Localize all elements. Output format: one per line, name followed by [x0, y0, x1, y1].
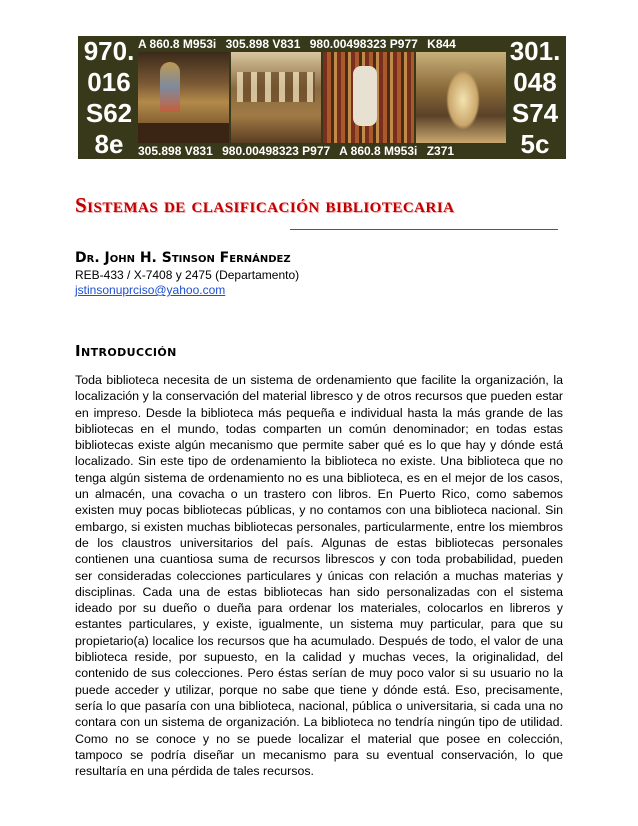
call-number: 305.898 V831 [138, 144, 213, 158]
top-call-number-strip [138, 37, 506, 51]
section-heading: Introducción [75, 342, 177, 360]
call-number-line: 8e [94, 128, 124, 159]
right-call-number [504, 36, 566, 159]
title-divider [290, 229, 558, 230]
bottom-call-number-strip [138, 144, 506, 158]
call-number: 980.00498323 P977 [222, 144, 331, 158]
call-number-line: 5c [520, 128, 550, 159]
left-call-number [78, 36, 140, 159]
call-number-line: S62 [85, 97, 133, 128]
call-number: Z371 [426, 144, 455, 158]
library-photo [231, 52, 322, 143]
call-number-line: S74 [511, 97, 559, 128]
library-photo [323, 52, 414, 143]
body-paragraph: Toda biblioteca necesita de un sistema de ordenamiento que facilite la organización, la localización y la conservación del material libresco y de otros recursos que pueden estar en impreso. Desde la biblioteca más pequeña e individual hasta la más grande de las bibliotecas en el mundo, todas comparten un común denominador; en todas estas bibliotecas existe algún mecanismo que permite saber qué es lo que hay y dónde está localizado. Sin este tipo de ordenamiento la biblioteca no existe. Una biblioteca que no tenga algún sistema de ordenamiento no es una biblioteca, es en el mejor de los casos, un almacén, una covacha o un trastero con libros. En Puerto Rico, como sabemos existen muy pocas bibliotecas públicas, y no contamos con una biblioteca nacional. Sin embargo, si existen muchas bibliotecas personales, particularmente, entre los miembros de los claustros universitarios del país. Algunas de estas bibliotecas personales contienen una cuantiosa suma de recursos librescos y con toda probabilidad, pueden ser consideradas colecciones particulares y únicas con relación a muchas materias y disciplinas. Cada una de estas bibliotecas han sido personalizadas con el sistema ideado por su dueño o dueña para ordenar los materiales, colocarlos en libreros y estantes particulares, y existe, igualmente, un sistema muy particular, para que su propietario(a) localice los recursos que ha acumulado. Después de todo, el valor de una biblioteca reside, por supuesto, en la calidad y muchas veces, la originalidad, del contenido de sus colecciones. Pero éstas serían de muy poco valor si su usuario no la puede acceder y utilizar, porque no sabe que tiene y dónde está. Eso, precisamente, sería lo que pasaría con una biblioteca, nacional, pública o universitaria, si cada una no contara con un sistema de organización. La biblioteca no tendría ningún tipo de utilidad. Como no se conoce y no se puede localizar el material que posee en colección, tampoco se podría diseñar un mecanismo para su eventual conservación, lo que resultaría en una pérdida de tales recursos. [75, 373, 563, 779]
library-photos [138, 52, 506, 143]
author-name: Dr. John H. Stinson Fernández [75, 250, 291, 266]
document-title: Sistemas de clasificación bibliotecaria [75, 193, 455, 217]
library-photo [416, 52, 507, 143]
call-number-line: 301. [509, 36, 561, 67]
call-number-line: 970. [83, 36, 135, 67]
library-photo [138, 52, 229, 143]
header-banner [78, 36, 566, 159]
author-email-link[interactable]: jstinsonuprciso@yahoo.com [75, 283, 226, 297]
call-number: A 860.8 M953i [339, 144, 418, 158]
call-number-line: 016 [87, 67, 131, 98]
call-number: 980.00498323 P977 [309, 37, 418, 51]
call-number-line: 048 [513, 67, 557, 98]
call-number: K844 [427, 37, 456, 51]
call-number: A 860.8 M953i [138, 37, 217, 51]
call-number: 305.898 V831 [225, 37, 301, 51]
author-phone: REB-433 / X-7408 y 2475 (Departamento) [75, 268, 300, 282]
